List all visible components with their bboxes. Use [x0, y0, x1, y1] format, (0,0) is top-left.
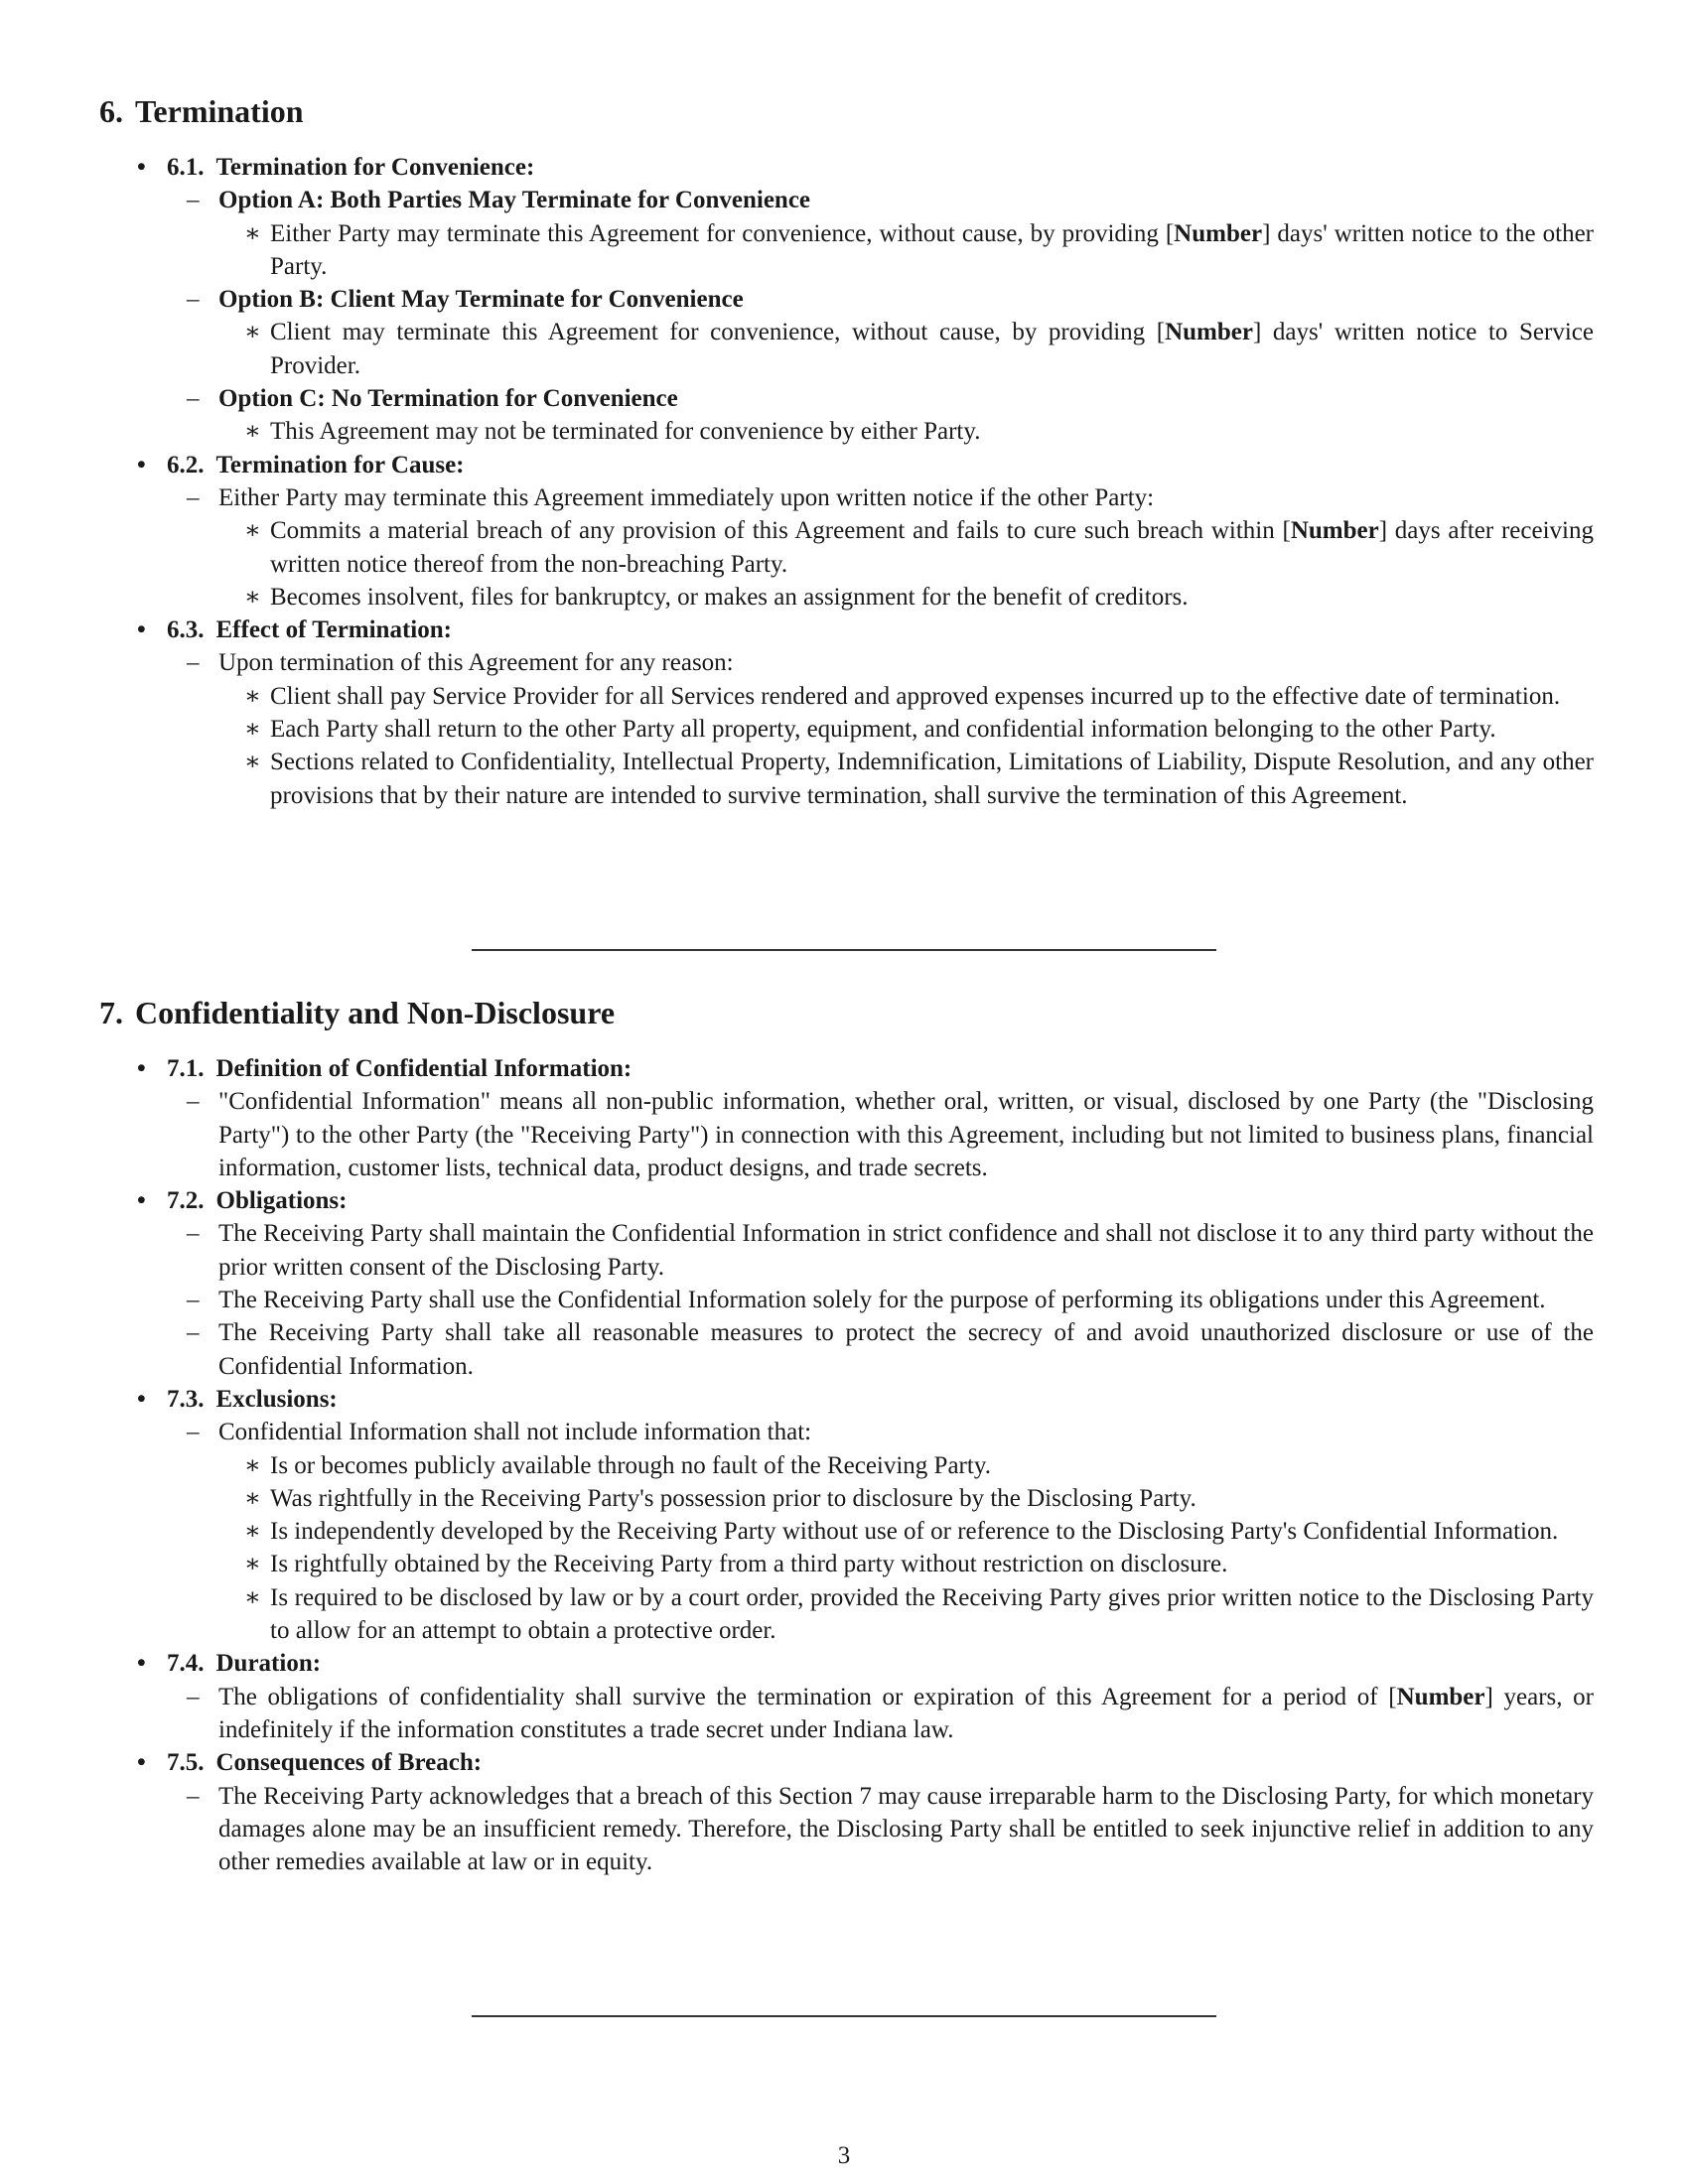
- number-placeholder: Number: [1165, 319, 1253, 346]
- clause-number: 6.1.: [167, 154, 205, 181]
- clause-heading: [167, 614, 1594, 646]
- text-part: ] days after receiving written notice thereof from the non-breaching Party.: [270, 517, 1594, 578]
- clause-7-4-list: [167, 1681, 1594, 1747]
- number-placeholder: Number: [1396, 1683, 1485, 1710]
- clause-6-2-sub-1: [218, 514, 1594, 581]
- dash-glyph: –: [187, 1287, 200, 1314]
- option-b-list: [218, 316, 1594, 382]
- clause-7-1-list: [167, 1085, 1594, 1184]
- clause-7-3-sub-4: [218, 1548, 1594, 1580]
- text-part: Confidential Information shall not include information that:: [218, 1419, 812, 1446]
- clause-6-2: [99, 449, 1594, 614]
- dash-glyph: –: [187, 1220, 200, 1248]
- section-divider: [472, 949, 1216, 951]
- text-part: Each Party shall return to the other Party all property, equipment, and confidential information belonging to the other Party.: [270, 716, 1496, 744]
- clause-title: Duration:: [215, 1650, 322, 1678]
- clause-number: 7.3.: [167, 1385, 205, 1413]
- clause-6-1: [99, 151, 1594, 449]
- clause-6-1-options: [167, 184, 1594, 448]
- text-part: Becomes insolvent, files for bankruptcy, or makes an assignment for the benefit of creditors.: [270, 583, 1189, 611]
- option-b-text: [218, 316, 1594, 382]
- option-a-title: Option A: Both Parties May Terminate for Convenience: [218, 187, 811, 214]
- star-glyph: ∗: [244, 716, 261, 744]
- clause-6-2-lead: [157, 481, 1594, 614]
- section-7-list: [99, 1052, 1594, 1878]
- option-b-title: Option B: Client May Terminate for Convenience: [218, 286, 744, 314]
- clause-heading: [167, 1746, 1594, 1779]
- star-glyph: ∗: [244, 682, 261, 710]
- clause-6-3-list: [167, 646, 1594, 811]
- dash-glyph: –: [187, 483, 200, 511]
- clause-title: Definition of Confidential Information:: [215, 1055, 633, 1082]
- number-placeholder: Number: [1174, 219, 1263, 247]
- clause-7-3-sub-2: [218, 1482, 1594, 1515]
- star-glyph: ∗: [244, 749, 261, 776]
- bullet-glyph: •: [137, 154, 146, 181]
- option-c: [157, 382, 1594, 449]
- section-title: Termination: [135, 93, 304, 129]
- clause-heading: [167, 1647, 1594, 1680]
- clause-6-3-sub-2: [218, 713, 1594, 746]
- clause-title: Termination for Convenience:: [215, 154, 535, 181]
- dash-glyph: –: [187, 1683, 200, 1710]
- clause-7-3-sub-3: [218, 1515, 1594, 1548]
- text-part: "Confidential Information" means all non-public information, whether oral, written, or visual, disclosed by one Party (the "Disclosing Party") to the other Party (the "Receiving Party") in connection with this Agreement, including but not limited to business plans, financial information, customer lists, technical data, product designs, and trade secrets.: [218, 1088, 1594, 1181]
- option-b: [157, 283, 1594, 382]
- number-placeholder: Number: [1290, 517, 1379, 545]
- text-part: Sections related to Confidentiality, Intellectual Property, Indemnification, Limitations of Liability, Dispute Resolution, and any other provisions that by their nature are intended to survive termination, shall survive the termination of this Agreement.: [270, 749, 1594, 809]
- star-glyph: ∗: [244, 418, 261, 446]
- clause-7-2-sub-3: [157, 1316, 1594, 1383]
- clause-6-2-list: [167, 481, 1594, 614]
- clause-heading: [167, 449, 1594, 481]
- text-part: The Receiving Party acknowledges that a breach of this Section 7 may cause irreparable harm to the Disclosing Party, for which monetary damages alone may be an insufficient remedy. Therefore, the Disclosing Party shall be entitled to seek injunctive relief in addition to any other remedies available at law or in equity.: [218, 1782, 1594, 1876]
- section-7-confidentiality: [99, 993, 1594, 1878]
- text-part: Client may terminate this Agreement for convenience, without cause, by providing [: [270, 319, 1166, 346]
- clause-7-2-sub-1: [157, 1217, 1594, 1284]
- text-part: The obligations of confidentiality shall survive the termination or expiration of this Agreement for a period of [: [218, 1683, 1397, 1710]
- bullet-glyph: •: [137, 1187, 146, 1215]
- section-6-list: [99, 151, 1594, 812]
- clause-7-3-lead: [157, 1416, 1594, 1647]
- clause-6-2-sub-2: [218, 581, 1594, 614]
- text-part: The Receiving Party shall maintain the Confidential Information in strict confidence and shall not disclose it to any third party without the prior written consent of the Disclosing Party.: [218, 1220, 1594, 1281]
- option-a-list: [218, 217, 1594, 284]
- star-glyph: ∗: [244, 1484, 261, 1512]
- section-divider: [472, 2015, 1216, 2017]
- clause-title: Consequences of Breach:: [215, 1749, 483, 1777]
- text-part: Was rightfully in the Receiving Party's possession prior to disclosure by the Disclosing Party.: [270, 1484, 1196, 1512]
- clause-6-2-sublist: [218, 514, 1594, 614]
- star-glyph: ∗: [244, 1518, 261, 1546]
- clause-number: 6.3.: [167, 616, 205, 644]
- clause-7-5: [99, 1746, 1594, 1878]
- page-number: 3: [837, 2142, 851, 2169]
- option-a: [157, 184, 1594, 283]
- section-number: 7.: [99, 995, 123, 1030]
- text-part: This Agreement may not be terminated for convenience by either Party.: [270, 418, 981, 446]
- text-part: The Receiving Party shall use the Confidential Information solely for the purpose of performing its obligations under this Agreement.: [218, 1287, 1546, 1314]
- clause-6-3-sub-3: [218, 746, 1594, 812]
- clause-6-3: [99, 614, 1594, 812]
- dash-glyph: –: [187, 187, 200, 214]
- section-7-heading: [99, 993, 1594, 1032]
- clause-7-3-sub-5: [218, 1581, 1594, 1648]
- text-part: Either Party may terminate this Agreement for convenience, without cause, by providing [: [270, 219, 1175, 247]
- clause-7-4-text: [157, 1681, 1594, 1747]
- clause-heading: [167, 151, 1594, 184]
- clause-title: Exclusions:: [215, 1385, 338, 1413]
- clause-number: 7.4.: [167, 1650, 205, 1678]
- dash-glyph: –: [187, 1419, 200, 1446]
- section-6-termination: [99, 91, 1594, 812]
- section-title: Confidentiality and Non-Disclosure: [135, 995, 616, 1030]
- star-glyph: ∗: [244, 1583, 261, 1611]
- clause-7-5-text: [157, 1780, 1594, 1879]
- text-part: ] days' written notice to the other Party.: [270, 219, 1594, 280]
- clause-number: 7.5.: [167, 1749, 205, 1777]
- dash-glyph: –: [187, 649, 200, 677]
- star-glyph: ∗: [244, 583, 261, 611]
- dash-glyph: –: [187, 1782, 200, 1810]
- star-glyph: ∗: [244, 517, 261, 545]
- clause-7-2-sub-2: [157, 1284, 1594, 1316]
- clause-6-3-sub-1: [218, 680, 1594, 713]
- clause-7-5-list: [167, 1780, 1594, 1879]
- clause-title: Termination for Cause:: [215, 451, 465, 478]
- clause-title: Effect of Termination:: [215, 616, 452, 644]
- clause-7-2: [99, 1184, 1594, 1383]
- clause-7-2-list: [167, 1217, 1594, 1382]
- dash-glyph: –: [187, 385, 200, 413]
- text-part: Upon termination of this Agreement for any reason:: [218, 649, 734, 677]
- bullet-glyph: •: [137, 1749, 146, 1777]
- clause-heading: [167, 1052, 1594, 1085]
- section-number: 6.: [99, 93, 123, 129]
- bullet-glyph: •: [137, 616, 146, 644]
- bullet-glyph: •: [137, 451, 146, 478]
- dash-glyph: –: [187, 1319, 200, 1347]
- clause-title: Obligations:: [215, 1187, 348, 1215]
- clause-7-3-sub-1: [218, 1449, 1594, 1482]
- clause-6-3-lead: [157, 646, 1594, 811]
- text-part: ] years, or indefinitely if the information constitutes a trade secret under Indiana law.: [218, 1683, 1594, 1743]
- option-c-title: Option C: No Termination for Convenience: [218, 385, 678, 413]
- section-6-heading: [99, 91, 1594, 131]
- dash-glyph: –: [187, 1088, 200, 1116]
- star-glyph: ∗: [244, 319, 261, 346]
- text-part: ] days' written notice to Service Provider.: [270, 319, 1594, 379]
- clause-7-1: [99, 1052, 1594, 1184]
- star-glyph: ∗: [244, 1551, 261, 1578]
- bullet-glyph: •: [137, 1385, 146, 1413]
- clause-6-3-sublist: [218, 680, 1594, 812]
- text-part: Is or becomes publicly available through no fault of the Receiving Party.: [270, 1451, 991, 1479]
- clause-7-3-sublist: [218, 1449, 1594, 1648]
- bullet-glyph: •: [137, 1055, 146, 1082]
- star-glyph: ∗: [244, 219, 261, 247]
- bullet-glyph: •: [137, 1650, 146, 1678]
- clause-heading: [167, 1184, 1594, 1217]
- clause-7-4: [99, 1647, 1594, 1746]
- text-part: The Receiving Party shall take all reasonable measures to protect the secrecy of and avoid unauthorized disclosure or use of the Confidential Information.: [218, 1319, 1594, 1380]
- text-part: Is independently developed by the Receiving Party without use of or reference to the Disclosing Party's Confidential Information.: [270, 1518, 1559, 1546]
- text-part: Client shall pay Service Provider for all Services rendered and approved expenses incurred up to the effective date of termination.: [270, 682, 1561, 710]
- option-c-text: [218, 415, 1594, 448]
- clause-number: 6.2.: [167, 451, 205, 478]
- star-glyph: ∗: [244, 1451, 261, 1479]
- clause-7-3-list: [167, 1416, 1594, 1647]
- clause-7-3: [99, 1383, 1594, 1647]
- text-part: Is rightfully obtained by the Receiving Party from a third party without restriction on disclosure.: [270, 1551, 1228, 1578]
- clause-7-1-text: [157, 1085, 1594, 1184]
- option-c-list: [218, 415, 1594, 448]
- clause-number: 7.2.: [167, 1187, 205, 1215]
- clause-heading: [167, 1383, 1594, 1416]
- text-part: Either Party may terminate this Agreement immediately upon written notice if the other Party:: [218, 483, 1155, 511]
- option-a-text: [218, 217, 1594, 284]
- text-part: Is required to be disclosed by law or by a court order, provided the Receiving Party gives prior written notice to the Disclosing Party to allow for an attempt to obtain a protective order.: [270, 1583, 1594, 1645]
- text-part: Commits a material breach of any provision of this Agreement and fails to cure such breach within [: [270, 517, 1291, 545]
- clause-number: 7.1.: [167, 1055, 205, 1082]
- dash-glyph: –: [187, 286, 200, 314]
